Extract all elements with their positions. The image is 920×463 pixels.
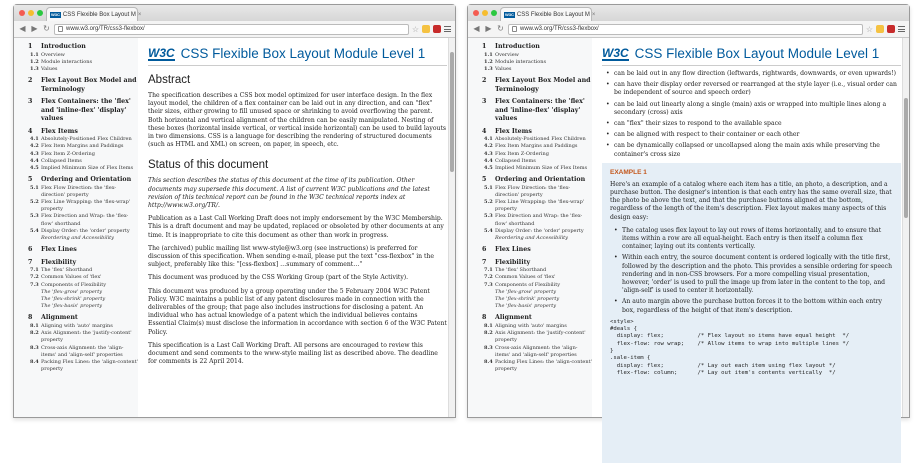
toc-title: Module interactions bbox=[41, 58, 93, 65]
toc-subitem[interactable] bbox=[482, 59, 592, 66]
toc-number: 5.4 bbox=[30, 227, 39, 234]
toc-title: Ordering and Orientation bbox=[495, 176, 586, 184]
toc-number: 4.4 bbox=[484, 157, 493, 164]
toc-section bbox=[482, 246, 592, 255]
toc-title: Components of Flexibility bbox=[41, 281, 107, 288]
toc-section-heading[interactable] bbox=[482, 43, 592, 52]
toc-number: 4.5 bbox=[30, 164, 39, 171]
toc-subitem[interactable] bbox=[482, 282, 592, 289]
toc-title: Flex Item Z-Ordering bbox=[495, 150, 549, 157]
toc-number: 2 bbox=[482, 77, 487, 85]
tab-close-icon[interactable]: × bbox=[137, 11, 142, 18]
toc-title: Flex Line Wrapping: the 'flex-wrap' property bbox=[41, 199, 131, 213]
toc-title: Packing Flex Lines: the 'align-content' property bbox=[41, 358, 138, 373]
page-header bbox=[602, 42, 901, 66]
toc-number: 4.2 bbox=[30, 143, 39, 150]
toc-title: Flex Line Wrapping: the 'flex-wrap' property bbox=[495, 199, 585, 213]
toc-subitem[interactable] bbox=[482, 199, 592, 213]
toc-title: Flex Direction and Wrap: the 'flex-flow' shorthand bbox=[495, 213, 583, 227]
toc-number: 5.4 bbox=[484, 227, 493, 234]
bookmark-star-icon[interactable]: ☆ bbox=[411, 24, 419, 34]
close-window-button[interactable] bbox=[473, 10, 479, 16]
toc-subitem[interactable] bbox=[482, 330, 592, 344]
example-box bbox=[602, 163, 901, 463]
status-heading: Status of this document bbox=[148, 159, 269, 172]
toc-subitem[interactable] bbox=[482, 323, 592, 330]
toc-title: Values bbox=[495, 65, 512, 72]
toc-section-heading[interactable] bbox=[28, 77, 138, 94]
tab-title: CSS Flexible Box Layout M bbox=[62, 11, 136, 18]
toc-title: Flex Layout Box Model and Terminology bbox=[495, 77, 591, 93]
toc-subitem[interactable]: The 'flex-grow' property bbox=[495, 288, 557, 295]
toc-section-heading[interactable] bbox=[482, 246, 592, 255]
toc-subitem[interactable] bbox=[28, 274, 138, 281]
toc-subitem[interactable] bbox=[28, 345, 138, 359]
toc-title: Overview bbox=[495, 51, 519, 58]
toc-section-heading[interactable] bbox=[28, 98, 138, 124]
toc-subitem[interactable] bbox=[482, 136, 592, 143]
toc-title: Implied Minimum Size of Flex Items bbox=[41, 164, 134, 171]
url-text: www.w3.org/TR/css3-flexbox/ bbox=[66, 26, 145, 32]
list-item: • can be dynamically collapsed or uncollapsed along the main axis while preserving the container's cross size bbox=[606, 142, 901, 158]
toc-title: Ordering and Orientation bbox=[41, 176, 132, 184]
browser-toolbar bbox=[14, 21, 455, 38]
toc-number: 4 bbox=[28, 127, 33, 135]
toc-section bbox=[482, 128, 592, 173]
toc-title: Alignment bbox=[495, 314, 532, 322]
w3c-favicon-icon: W3C bbox=[505, 11, 514, 17]
toc-title: Overview bbox=[41, 51, 65, 58]
toc-title: Alignment bbox=[41, 314, 78, 322]
scrollbar[interactable] bbox=[902, 38, 909, 417]
toc-title: Introduction bbox=[495, 43, 540, 50]
table-of-contents bbox=[14, 38, 138, 417]
toc-title: Flex Containers: the 'flex' and 'inline-flex' 'display' values bbox=[495, 98, 585, 123]
toc-number: 8 bbox=[482, 314, 487, 322]
toc-subitem[interactable] bbox=[482, 151, 592, 158]
toc-number: 5 bbox=[28, 176, 33, 184]
toc-title: Introduction bbox=[41, 43, 86, 50]
tab-close-icon[interactable]: × bbox=[591, 11, 596, 18]
toc-title: Axis Alignment: the 'justify-content' property bbox=[495, 330, 586, 344]
toc-number: 5.2 bbox=[30, 199, 39, 206]
toc-section-heading[interactable] bbox=[28, 314, 138, 323]
toc-title: Flex Layout Box Model and Terminology bbox=[41, 77, 137, 93]
toc-section-heading[interactable] bbox=[28, 259, 138, 268]
toc-number: 1.2 bbox=[30, 58, 39, 65]
abstract-paragraph: The specification describes a CSS box model optimized for user interface design. In the flex layout model, the children of a flex container can be laid out in any direction, and can "flex" their sizes, either growing to fill unused space or shrinking to avoid overflowing the parent. Both horizontal and vertical alignment of the children can be easily manipulated. Nesting of these boxes (horizontal inside vertical, or vertical inside horizontal) can be used to build layouts in two dimensions. CSS is a language for describing the rendering of structured documents (such as HTML and XML) on screen, on paper, in speech, etc. bbox=[148, 92, 447, 149]
toc-title: Components of Flexibility bbox=[495, 281, 561, 288]
toc-number: 1.3 bbox=[484, 65, 493, 72]
toc-title: Packing Flex Lines: the 'align-content' property bbox=[495, 358, 592, 373]
toc-number: 5.1 bbox=[30, 184, 39, 191]
toc-title: Values bbox=[41, 65, 58, 72]
toc-number: 4.1 bbox=[30, 136, 39, 143]
w3c-logo[interactable]: W3C bbox=[148, 45, 175, 60]
toc-number: 6 bbox=[482, 246, 487, 254]
scrollbar[interactable] bbox=[448, 38, 455, 417]
toc-number: 1.1 bbox=[484, 51, 493, 58]
page-title: CSS Flexible Box Layout Module Level 1 bbox=[180, 46, 426, 61]
page-icon bbox=[512, 26, 517, 32]
list-item: • can be laid out in any flow direction (leftwards, rightwards, downwards, or even upwards!) bbox=[606, 70, 901, 78]
toc-subitem[interactable] bbox=[28, 151, 138, 158]
toc-section bbox=[28, 128, 138, 173]
list-item: • The catalog uses flex layout to lay out rows of items horizontally, and to ensure that items within a row are all equal-height. Each entry is then itself a column flex container, laying out its contents vertically. bbox=[614, 227, 893, 252]
extension-icon[interactable] bbox=[422, 25, 430, 33]
back-icon[interactable]: ◀ bbox=[473, 24, 480, 33]
toc-subitem[interactable] bbox=[482, 213, 592, 227]
toc-number: 8.4 bbox=[484, 358, 493, 365]
toc-number: 4.5 bbox=[484, 164, 493, 171]
minimize-window-button[interactable] bbox=[482, 10, 488, 16]
toc-subitem[interactable] bbox=[482, 165, 592, 172]
toc-subitem[interactable] bbox=[28, 199, 138, 213]
toc-section-heading[interactable] bbox=[482, 98, 592, 124]
toc-title: Flex Item Margins and Paddings bbox=[495, 143, 578, 150]
toc-section-heading[interactable] bbox=[482, 176, 592, 185]
toc-title: Flex Item Margins and Paddings bbox=[41, 143, 124, 150]
toc-title: Axis Alignment: the 'justify-content' property bbox=[41, 330, 132, 344]
list-item: • can have their display order reversed or rearranged at the style layer (i.e., visual order can be independent of source and speech order) bbox=[606, 81, 901, 97]
toc-subitem[interactable] bbox=[482, 228, 592, 235]
toc-number: 5.3 bbox=[484, 213, 493, 220]
toc-number: 4 bbox=[482, 127, 487, 135]
toc-number: 1.3 bbox=[30, 65, 39, 72]
toc-title: Aligning with 'auto' margins bbox=[41, 322, 113, 329]
page-header bbox=[148, 42, 447, 66]
toc-number: 4.4 bbox=[30, 157, 39, 164]
forward-icon[interactable]: ▶ bbox=[31, 24, 38, 33]
abstract-heading: Abstract bbox=[148, 74, 191, 86]
toc-title: Flex Items bbox=[41, 127, 78, 135]
back-icon[interactable]: ◀ bbox=[19, 24, 26, 33]
page-content bbox=[14, 38, 455, 417]
toc-subitem[interactable]: The 'flex-basis' property bbox=[41, 303, 103, 310]
toc-subitem[interactable] bbox=[28, 282, 138, 289]
toc-title: Flex Lines bbox=[41, 246, 77, 254]
toc-title: Flex Item Z-Ordering bbox=[41, 150, 95, 157]
list-item: • An auto margin above the purchase button forces it to the bottom within each entry box, regardless of the height of that item's description. bbox=[614, 298, 893, 314]
toc-number: 5.3 bbox=[30, 213, 39, 220]
toc-subitem[interactable] bbox=[482, 185, 592, 199]
zoom-window-button[interactable] bbox=[37, 10, 43, 16]
bookmark-star-icon[interactable]: ☆ bbox=[865, 24, 873, 34]
toc-number: 8.4 bbox=[30, 358, 39, 365]
toc-subitem[interactable] bbox=[28, 359, 138, 373]
toc-subitem[interactable] bbox=[28, 59, 138, 66]
toc-subitem[interactable]: The 'flex-grow' property bbox=[41, 288, 103, 295]
status-paragraph-5: This document was produced by a group operating under the 5 February 2004 W3C Patent Policy. W3C maintains a public list of any patent disclosures made in connection with the deliverables of the group; that page also includes instructions for disclosing a patent. An individual who has actual knowledge of a patent which the individual believes contains Essential Claim(s) must disclose the information in accordance with section 6 of the W3C Patent Policy. bbox=[148, 287, 447, 336]
toc-section bbox=[482, 314, 592, 373]
toc-subitem[interactable] bbox=[28, 52, 138, 59]
toc-title: Display Order: the 'order' property bbox=[41, 227, 130, 234]
example-label: EXAMPLE 1 bbox=[610, 168, 647, 176]
toc-title: Module interactions bbox=[495, 58, 547, 65]
address-bar[interactable] bbox=[508, 24, 863, 35]
toc-title: Implied Minimum Size of Flex Items bbox=[495, 164, 588, 171]
zoom-window-button[interactable] bbox=[491, 10, 497, 16]
toc-number: 8.2 bbox=[484, 330, 493, 337]
browser-window-left bbox=[13, 4, 456, 418]
toc-number: 4.1 bbox=[484, 136, 493, 143]
toc-subitem[interactable] bbox=[28, 228, 138, 235]
toc-number: 4.3 bbox=[30, 150, 39, 157]
toc-number: 7.2 bbox=[30, 274, 39, 281]
main-content bbox=[592, 38, 901, 417]
feature-list bbox=[606, 70, 901, 159]
list-item: • can be laid out linearly along a single (main) axis or wrapped into multiple lines along a secondary (cross) axis bbox=[606, 101, 901, 117]
toc-title: Aligning with 'auto' margins bbox=[495, 322, 567, 329]
toc-section bbox=[28, 246, 138, 255]
toc-section-heading[interactable] bbox=[28, 246, 138, 255]
toc-subitem[interactable]: Reordering and Accessibility bbox=[41, 235, 115, 242]
code-block: <style> #deals { display: flex; /* Flex layout so items have equal height */ flex-flow: row wrap; /* Allow items to wrap into multiple lines */ } .sale-item { display: flex; /* Lay out each item using flex layout */ flex-flow: column; /* Lay out item's contents vertically */ bbox=[610, 318, 850, 376]
toc-section-heading[interactable] bbox=[482, 314, 592, 323]
url-text: www.w3.org/TR/css3-flexbox/ bbox=[520, 26, 599, 32]
toc-section bbox=[28, 176, 138, 242]
toc-section-heading[interactable] bbox=[482, 128, 592, 137]
toc-subitem[interactable] bbox=[482, 52, 592, 59]
toc-number: 1.2 bbox=[484, 58, 493, 65]
toc-section bbox=[28, 98, 138, 124]
toc-number: 8.1 bbox=[30, 322, 39, 329]
toc-subitem[interactable] bbox=[482, 267, 592, 274]
toc-section bbox=[28, 77, 138, 94]
toc-subitem[interactable] bbox=[28, 323, 138, 330]
toc-title: Absolutely-Positioned Flex Children bbox=[41, 136, 132, 143]
toc-section-heading[interactable] bbox=[482, 77, 592, 94]
toc-title: Flex Flow Direction: the 'flex-direction' property bbox=[41, 184, 117, 198]
scrollbar-thumb[interactable] bbox=[904, 98, 908, 218]
toc-title: Flexibility bbox=[495, 258, 531, 266]
toc-subitem[interactable]: The 'flex-shrink' property bbox=[495, 296, 560, 303]
toc-title: The 'flex' Shorthand bbox=[495, 267, 547, 274]
toc-section bbox=[482, 98, 592, 124]
toc-number: 8.1 bbox=[484, 322, 493, 329]
table-of-contents bbox=[468, 38, 592, 417]
toc-number: 8 bbox=[28, 314, 33, 322]
list-item: • Within each entry, the source document content is ordered logically with the title first, followed by the description and the photo. This provides a sensible ordering for speech rendering and in non-CSS browsers. For a more compelling visual presentation, however, 'order' is used to pull the image up from later in the content to the top, and 'align-self' is used to center it horizontally. bbox=[614, 254, 893, 295]
toc-number: 3 bbox=[28, 98, 33, 106]
toc-subitem[interactable] bbox=[28, 158, 138, 165]
toc-number: 1.1 bbox=[30, 51, 39, 58]
extension-icon-red[interactable] bbox=[433, 25, 441, 33]
toc-number: 5.1 bbox=[484, 184, 493, 191]
toc-subitem[interactable] bbox=[28, 66, 138, 73]
status-paragraph-2: Publication as a Last Call Working Draft does not imply endorsement by the W3C Membership. This is a draft document and may be updated, replaced or obsoleted by other documents at any time. It is inappropriate to cite this document as other than work in progress. bbox=[148, 215, 444, 239]
browser-tab[interactable] bbox=[46, 7, 142, 21]
reload-icon[interactable]: ↻ bbox=[497, 24, 504, 33]
example-paragraph: Here's an example of a catalog where each item has a title, an photo, a description, and a purchase button. The designer's intention is that each entry has the same overall size, that the photo be above the text, and that the purchase buttons aligned at the bottom, regardless of the length of the item's description. Flex layout makes many aspects of this design easy: bbox=[610, 180, 892, 221]
toc-title: Flex Flow Direction: the 'flex-direction' property bbox=[495, 184, 571, 198]
toc-number: 7.1 bbox=[30, 267, 39, 274]
extension-icon[interactable] bbox=[876, 25, 884, 33]
toc-title: Flex Containers: the 'flex' and 'inline-flex' 'display' values bbox=[41, 98, 131, 123]
toc-number: 5 bbox=[482, 176, 487, 184]
browser-toolbar bbox=[468, 21, 909, 38]
toc-subitem[interactable] bbox=[28, 213, 138, 227]
toc-section-heading[interactable] bbox=[28, 128, 138, 137]
toc-section bbox=[28, 314, 138, 373]
toc-section-heading[interactable] bbox=[28, 43, 138, 52]
menu-icon[interactable] bbox=[444, 26, 451, 32]
toc-subitem[interactable] bbox=[28, 165, 138, 172]
toc-number: 1 bbox=[28, 43, 33, 50]
toc-title: Flexibility bbox=[41, 258, 77, 266]
toc-number: 8.3 bbox=[30, 344, 39, 351]
page-title: CSS Flexible Box Layout Module Level 1 bbox=[634, 46, 880, 61]
toc-title: Cross-axis Alignment: the 'align-items' and 'align-self' properties bbox=[495, 344, 578, 358]
tab-title: CSS Flexible Box Layout M bbox=[516, 11, 590, 18]
reload-icon[interactable]: ↻ bbox=[43, 24, 50, 33]
address-bar[interactable] bbox=[54, 24, 409, 35]
toc-title: Common Values of 'flex' bbox=[495, 274, 556, 281]
page-icon bbox=[58, 26, 63, 32]
toc-title: Flex Items bbox=[495, 127, 532, 135]
toc-subitem[interactable]: The 'flex-shrink' property bbox=[41, 296, 106, 303]
browser-window-right bbox=[467, 4, 910, 418]
page-content bbox=[468, 38, 909, 417]
minimize-window-button[interactable] bbox=[28, 10, 34, 16]
toc-section bbox=[482, 77, 592, 94]
toc-number: 6 bbox=[28, 246, 33, 254]
toc-section bbox=[482, 259, 592, 311]
w3c-favicon-icon: W3C bbox=[51, 11, 60, 17]
toc-number: 3 bbox=[482, 98, 487, 106]
list-item: • can be aligned with respect to their container or each other bbox=[606, 131, 901, 139]
toc-section bbox=[482, 43, 592, 73]
status-paragraph-3: The (archived) public mailing list www-style@w3.org (see instructions) is preferred for discussion of this specification. When sending e-mail, please put the text "css-flexbox" in the subject, preferably like this: "[css-flexbox] …summary of comment…" bbox=[148, 244, 434, 269]
toc-section-heading[interactable] bbox=[482, 259, 592, 268]
example-list bbox=[614, 227, 893, 315]
toc-subitem[interactable] bbox=[482, 359, 592, 373]
toc-number: 7.2 bbox=[484, 274, 493, 281]
toc-number: 7.1 bbox=[484, 267, 493, 274]
toc-title: Flex Direction and Wrap: the 'flex-flow' shorthand bbox=[41, 213, 129, 227]
tab-bar bbox=[14, 5, 455, 21]
toc-number: 7 bbox=[28, 258, 33, 266]
toc-number: 1 bbox=[482, 43, 487, 50]
toc-number: 4.2 bbox=[484, 143, 493, 150]
toc-subitem[interactable] bbox=[482, 274, 592, 281]
toc-number: 8.3 bbox=[484, 344, 493, 351]
scrollbar-thumb[interactable] bbox=[450, 52, 454, 172]
close-window-button[interactable] bbox=[19, 10, 25, 16]
toc-title: Collapsed Items bbox=[495, 157, 536, 164]
toc-title: Display Order: the 'order' property bbox=[495, 227, 584, 234]
window-controls bbox=[19, 10, 43, 16]
toc-title: Cross-axis Alignment: the 'align-items' and 'align-self' properties bbox=[41, 344, 124, 358]
toc-number: 4.3 bbox=[484, 150, 493, 157]
toc-subitem[interactable] bbox=[482, 158, 592, 165]
toc-subitem[interactable] bbox=[28, 330, 138, 344]
toc-title: Flex Lines bbox=[495, 246, 531, 254]
tab-bar bbox=[468, 5, 909, 21]
toc-number: 7.3 bbox=[30, 281, 39, 288]
toc-title: Absolutely-Positioned Flex Children bbox=[495, 136, 586, 143]
toc-section bbox=[28, 259, 138, 311]
toc-title: Common Values of 'flex' bbox=[41, 274, 102, 281]
toc-number: 5.2 bbox=[484, 199, 493, 206]
toc-section-heading[interactable] bbox=[28, 176, 138, 185]
toc-subitem[interactable] bbox=[28, 143, 138, 150]
toc-subitem[interactable] bbox=[28, 136, 138, 143]
status-paragraph-4: This document was produced by the CSS Working Group (part of the Style Activity). bbox=[148, 274, 409, 282]
toc-title: Collapsed Items bbox=[41, 157, 82, 164]
window-controls bbox=[473, 10, 497, 16]
w3c-logo[interactable]: W3C bbox=[602, 45, 629, 60]
toc-subitem[interactable]: Reordering and Accessibility bbox=[495, 235, 569, 242]
toc-section bbox=[28, 43, 138, 73]
toc-number: 8.2 bbox=[30, 330, 39, 337]
toc-subitem[interactable] bbox=[28, 185, 138, 199]
toc-number: 7 bbox=[482, 258, 487, 266]
toc-number: 7.3 bbox=[484, 281, 493, 288]
toc-section bbox=[482, 176, 592, 242]
toc-subitem[interactable] bbox=[482, 345, 592, 359]
toc-subitem[interactable] bbox=[482, 66, 592, 73]
list-item: • can "flex" their sizes to respond to the available space bbox=[606, 120, 901, 128]
forward-icon[interactable]: ▶ bbox=[485, 24, 492, 33]
toc-number: 2 bbox=[28, 77, 33, 85]
menu-icon[interactable] bbox=[898, 26, 905, 32]
toc-subitem[interactable]: The 'flex-basis' property bbox=[495, 303, 557, 310]
toc-title: The 'flex' Shorthand bbox=[41, 267, 93, 274]
browser-tab[interactable] bbox=[500, 7, 596, 21]
toc-subitem[interactable] bbox=[28, 267, 138, 274]
status-paragraph-1: This section describes the status of this document at the time of its publication. Other documents may supersede this document. A list of current W3C publications and the latest revision of this technical report can be found in the W3C technical reports index at http://www.w3.org/TR/. bbox=[148, 177, 430, 210]
main-content bbox=[138, 38, 447, 417]
status-paragraph-6: This specification is a Last Call Working Draft. All persons are encouraged to review this document and send comments to the www-style mailing list as described above. The deadline for comments is 22 April 2014. bbox=[148, 341, 438, 366]
toc-subitem[interactable] bbox=[482, 143, 592, 150]
extension-icon-red[interactable] bbox=[887, 25, 895, 33]
